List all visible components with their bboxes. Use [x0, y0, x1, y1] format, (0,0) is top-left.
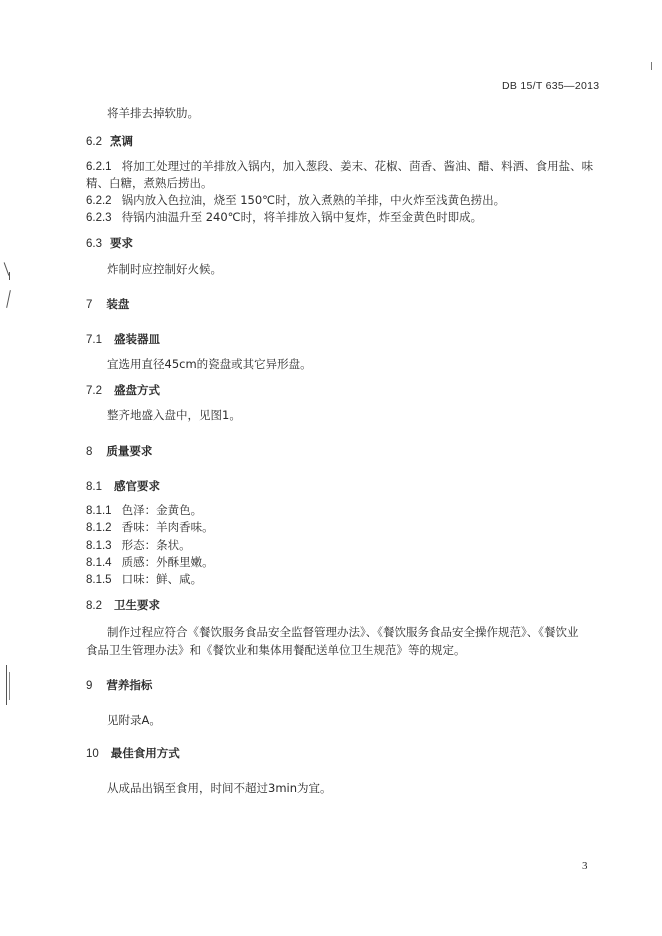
- standard-code: DB 15/T 635—2013: [502, 80, 600, 92]
- section-heading: [86, 296, 129, 313]
- clause-text: 将加工处理过的羊排放入锅内，加入葱段、姜末、花椒、茴香、酱油、醋、料酒、食用盐、味: [121, 159, 594, 173]
- clause-number: 6.2.1: [86, 161, 112, 173]
- section-title: 最佳食用方式: [110, 746, 180, 760]
- clause-number: 8.1.1: [86, 505, 112, 517]
- text-line: 精、白糖，煮熟后捞出。: [86, 176, 213, 190]
- section-number: 8: [86, 446, 93, 458]
- clause-number: 8.1.4: [86, 557, 112, 569]
- section-title: 烹调: [110, 134, 133, 148]
- clause-text: 形态：条状。: [121, 538, 191, 552]
- clause-text: 色泽：金黄色。: [121, 503, 203, 517]
- section-title: 质量要求: [106, 444, 153, 458]
- clause-text: 口味：鲜、咸。: [121, 572, 203, 586]
- section-number: 7.2: [86, 385, 102, 397]
- clause-text: 香味：羊肉香味。: [121, 520, 214, 534]
- text-line: 从成品出锅至食用，时间不超过3min为宜。: [107, 781, 332, 795]
- section-number: 8.1: [86, 481, 102, 493]
- section-title: 卫生要求: [114, 598, 160, 612]
- section-heading: [86, 331, 160, 348]
- clause-item: [86, 209, 482, 226]
- page-number: 3: [582, 860, 588, 872]
- scan-mark: [9, 272, 10, 280]
- clause-item: [86, 537, 191, 554]
- section-title: 盛装器皿: [114, 332, 160, 346]
- section-number: 10: [86, 748, 99, 760]
- clause-item: [86, 519, 214, 536]
- text-line: 将羊排去掉软肋。: [107, 106, 199, 120]
- section-number: 6.3: [86, 238, 102, 250]
- scan-mark: [651, 62, 652, 70]
- section-title: 盛盘方式: [114, 383, 160, 397]
- clause-number: 8.1.2: [86, 522, 112, 534]
- clause-item: [86, 571, 202, 588]
- clause-item: [86, 192, 505, 209]
- text-line: 食品卫生管理办法》和《餐饮业和集体用餐配送单位卫生规范》等的规定。: [86, 643, 466, 657]
- text-line: 炸制时应控制好火候。: [107, 262, 222, 276]
- text-line: 宜选用直径45cm的瓷盘或其它异形盘。: [107, 357, 312, 371]
- section-heading: [86, 382, 160, 399]
- section-heading: [86, 133, 133, 150]
- scan-mark: [6, 290, 11, 308]
- section-heading: [86, 235, 133, 252]
- clause-item: [86, 502, 202, 519]
- section-heading: [86, 745, 180, 762]
- clause-text: 锅内放入色拉油，烧至 150℃时，放入煮熟的羊排，中火炸至浅黄色捞出。: [121, 193, 506, 207]
- section-title: 感官要求: [114, 479, 160, 493]
- text-line: 整齐地盛入盘中，见图1。: [107, 408, 241, 422]
- clause-number: 8.1.5: [86, 574, 112, 586]
- section-number: 8.2: [86, 600, 102, 612]
- section-title: 要求: [110, 236, 133, 250]
- clause-number: 6.2.3: [86, 212, 112, 224]
- clause-number: 8.1.3: [86, 540, 112, 552]
- scan-mark: [6, 665, 7, 705]
- clause-number: 6.2.2: [86, 195, 112, 207]
- section-title: 装盘: [106, 297, 130, 311]
- scan-mark: [9, 672, 10, 700]
- section-number: 6.2: [86, 136, 102, 148]
- section-number: 7: [86, 299, 93, 311]
- text-line: 制作过程应符合《餐饮服务食品安全监督管理办法》、《餐饮服务食品安全操作规范》、《餐饮业: [107, 625, 579, 639]
- clause-item: [86, 158, 593, 175]
- clause-text: 待锅内油温升至 240℃时，将羊排放入锅中复炸，炸至金黄色时即成。: [121, 210, 483, 224]
- text-line: 见附录A。: [107, 713, 161, 727]
- section-heading: [86, 478, 160, 495]
- section-number: 7.1: [86, 334, 102, 346]
- section-heading: [86, 677, 152, 694]
- clause-text: 质感：外酥里嫩。: [121, 555, 214, 569]
- section-number: 9: [86, 680, 93, 692]
- section-heading: [86, 597, 160, 614]
- section-title: 营养指标: [106, 678, 153, 692]
- section-heading: [86, 443, 152, 460]
- clause-item: [86, 554, 214, 571]
